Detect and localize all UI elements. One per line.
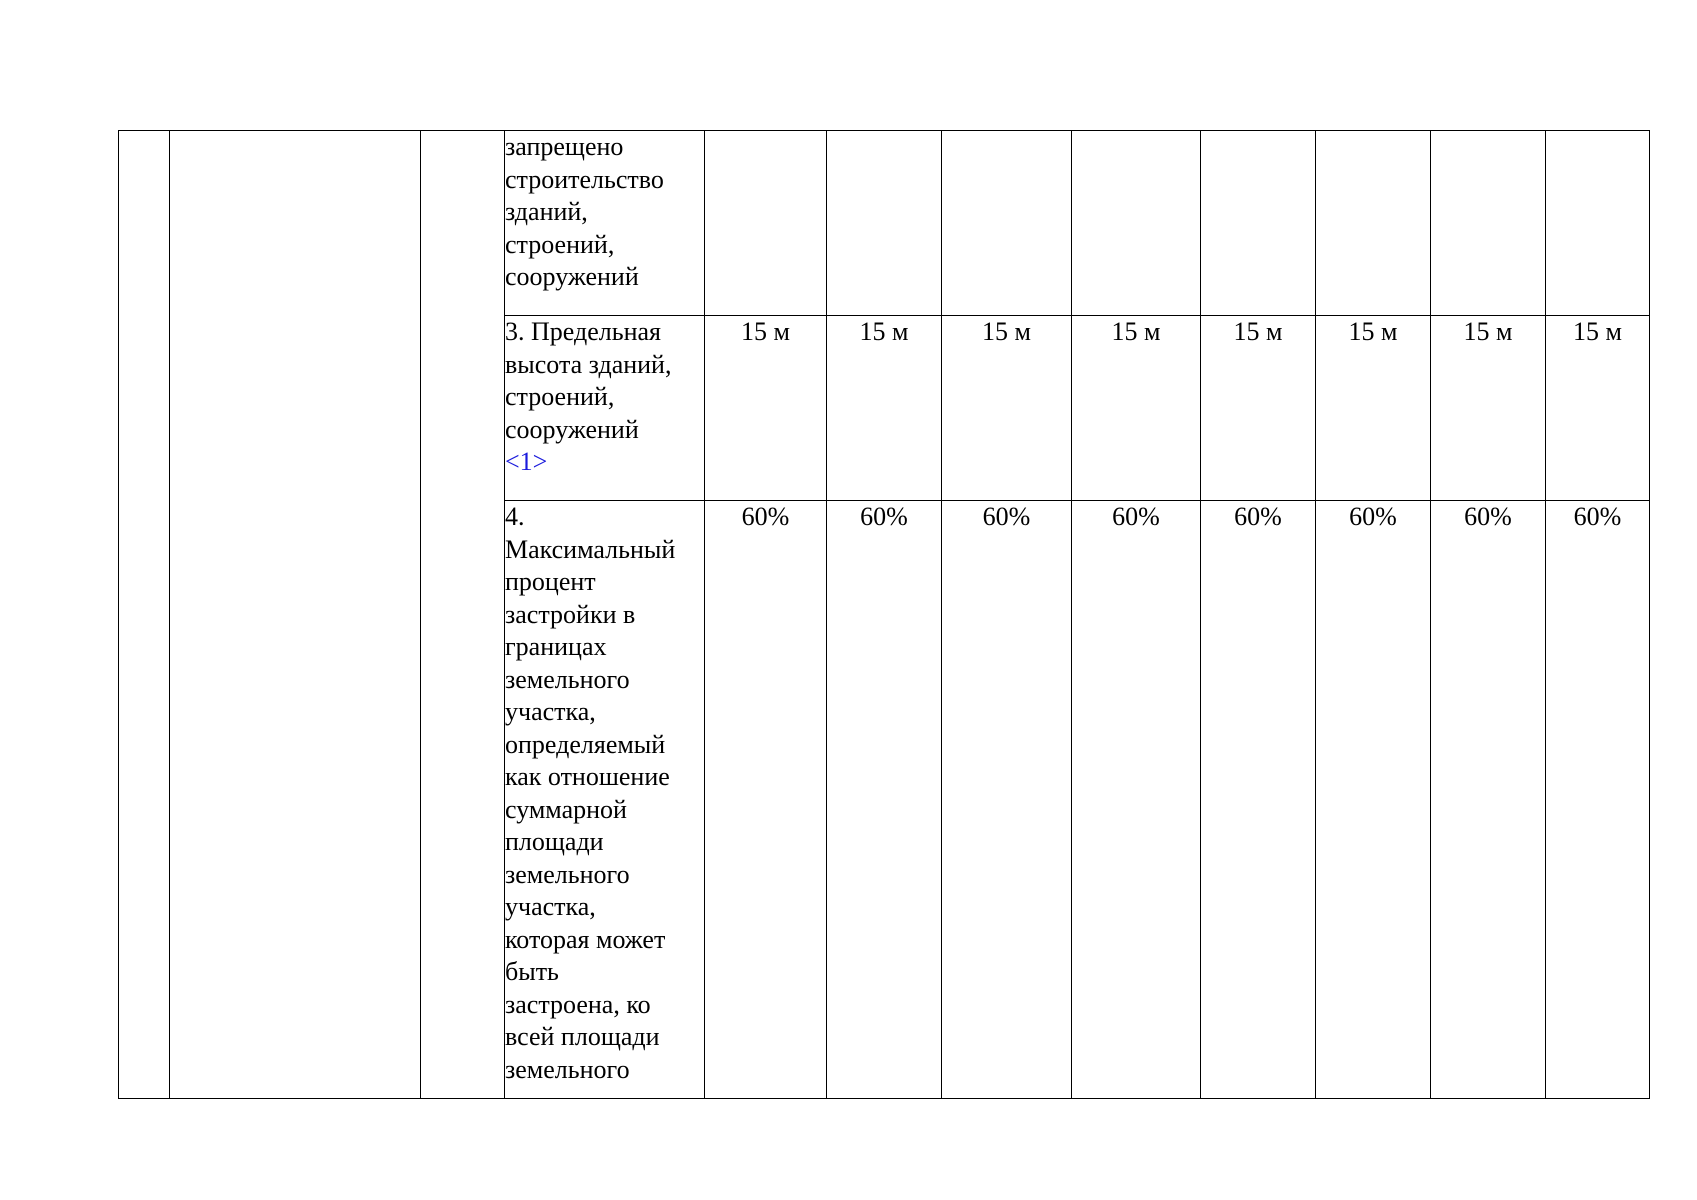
label-line: как отношение — [505, 762, 670, 791]
label-line: 4. — [505, 502, 525, 531]
value-cell — [942, 131, 1072, 316]
empty-cell-zone-name-column — [170, 131, 421, 1099]
label-line: земельного — [505, 1054, 630, 1084]
value-cell: 60% — [1316, 501, 1431, 1099]
value-cell: 60% — [1546, 501, 1650, 1099]
label-line: зданий, — [505, 197, 588, 226]
label-line: Максимальный — [505, 534, 676, 564]
label-line: строений, — [505, 382, 615, 411]
value-cell: 15 м — [1431, 316, 1546, 501]
value-cell — [705, 131, 827, 316]
label-line: которая может — [505, 924, 666, 954]
value-cell: 60% — [1072, 501, 1201, 1099]
value-cell: 60% — [827, 501, 942, 1099]
value-cell: 15 м — [827, 316, 942, 501]
label-line: всей площади — [505, 1022, 660, 1051]
label-line: запрещено — [505, 132, 624, 161]
value-cell: 60% — [705, 501, 827, 1099]
parameter-label-cell — [505, 316, 705, 501]
value-cell — [1072, 131, 1201, 316]
value-cell — [1201, 131, 1316, 316]
label-line: земельного — [505, 664, 630, 694]
parameter-label-cell — [505, 501, 705, 1099]
table-row — [119, 131, 1650, 316]
value-cell — [1546, 131, 1650, 316]
empty-cell-number-column — [119, 131, 170, 1099]
label-line: застроена, ко — [505, 989, 651, 1019]
label-line: 3. Предельная — [505, 317, 661, 346]
regulations-table — [118, 130, 1650, 1099]
label-line: площади — [505, 827, 604, 856]
empty-cell-code-column — [421, 131, 505, 1099]
value-cell: 15 м — [1201, 316, 1316, 501]
label-line: застройки в — [505, 599, 636, 629]
label-line: процент — [505, 567, 596, 596]
value-cell: 15 м — [1072, 316, 1201, 501]
value-cell: 15 м — [705, 316, 827, 501]
label-line: сооружений — [505, 414, 639, 444]
parameter-label-cell — [505, 131, 705, 316]
label-line: границах — [505, 632, 607, 661]
value-cell: 60% — [1201, 501, 1316, 1099]
label-line: участка, — [505, 697, 596, 726]
value-cell: 15 м — [1546, 316, 1650, 501]
label-text-clip — [505, 501, 704, 1088]
footnote-link[interactable]: <1> — [505, 447, 548, 476]
label-line: высота зданий, — [505, 349, 672, 379]
label-line: быть — [505, 957, 559, 986]
value-cell: 60% — [1431, 501, 1546, 1099]
label-line: земельного — [505, 859, 630, 889]
label-line: суммарной — [505, 794, 627, 824]
label-line: строений, — [505, 229, 615, 259]
value-cell: 15 м — [1316, 316, 1431, 501]
label-line: сооружений — [505, 262, 639, 291]
value-cell: 15 м — [942, 316, 1072, 501]
label-line: строительство — [505, 164, 664, 194]
value-cell — [827, 131, 942, 316]
value-cell — [1431, 131, 1546, 316]
value-cell: 60% — [942, 501, 1072, 1099]
label-line: участка, — [505, 892, 596, 921]
label-line: определяемый — [505, 729, 666, 759]
value-cell — [1316, 131, 1431, 316]
